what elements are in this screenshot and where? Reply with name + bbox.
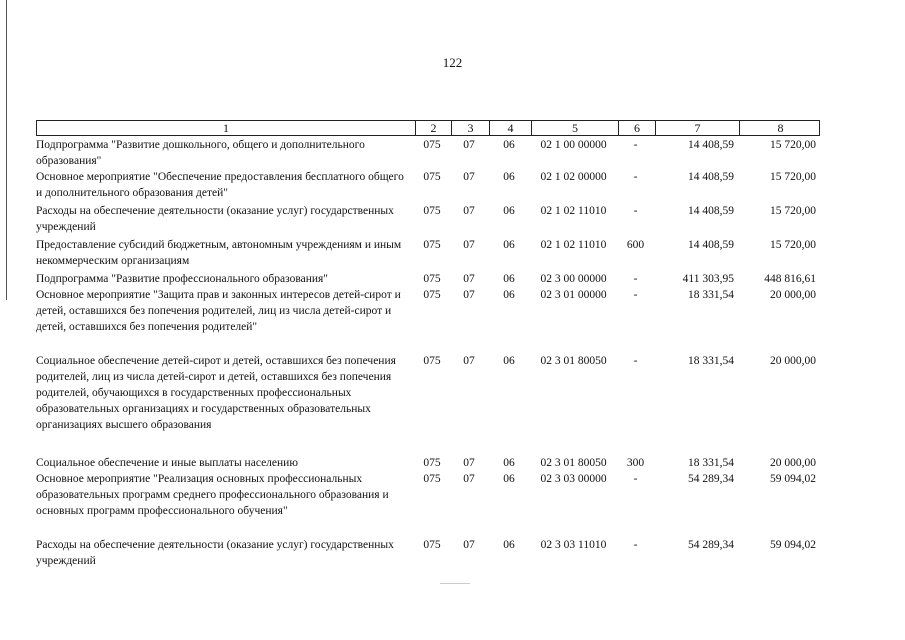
budget-table-body bbox=[36, 137, 820, 571]
row-col-2: 075 bbox=[423, 205, 441, 217]
row-col-6: - bbox=[633, 205, 638, 217]
table-row bbox=[36, 169, 820, 203]
column-header-3: 3 bbox=[451, 121, 489, 135]
row-col-8: 15 720,00 bbox=[770, 205, 816, 217]
row-col-5: 02 3 03 11010 bbox=[540, 539, 607, 551]
column-header-2: 2 bbox=[415, 121, 451, 135]
row-col-3: 07 bbox=[463, 139, 475, 151]
row-name: Социальное обеспечение и иные выплаты населению bbox=[36, 457, 298, 469]
row-col-3: 07 bbox=[463, 205, 475, 217]
row-col-4: 06 bbox=[503, 355, 515, 367]
row-name: Социальное обеспечение детей-сирот и детей, оставшихся без попечения родителей, лиц из числа детей-сирот и детей, оставшихся без попечения родителей, обучающихся в государственных профессиональных образовательных организациях и государственных образовательных организациях высшего образования bbox=[36, 355, 396, 431]
row-col-3: 07 bbox=[463, 289, 475, 301]
row-col-3: 07 bbox=[463, 457, 475, 469]
row-col-8: 15 720,00 bbox=[770, 171, 816, 183]
table-row bbox=[36, 287, 820, 353]
row-col-4: 06 bbox=[503, 289, 515, 301]
row-col-6: 300 bbox=[626, 457, 645, 469]
column-header-7: 7 bbox=[655, 121, 739, 135]
table-row bbox=[36, 537, 820, 571]
table-row bbox=[36, 271, 820, 287]
row-col-2: 075 bbox=[423, 473, 441, 485]
row-col-4: 06 bbox=[503, 457, 515, 469]
row-col-5: 02 3 01 80050 bbox=[540, 355, 607, 367]
row-col-6: - bbox=[633, 139, 638, 151]
table-row bbox=[36, 237, 820, 271]
column-header-5: 5 bbox=[531, 121, 618, 135]
row-col-7: 18 331,54 bbox=[688, 355, 734, 367]
row-col-5: 02 1 00 00000 bbox=[540, 139, 607, 151]
row-col-3: 07 bbox=[463, 539, 475, 551]
row-name: Предоставление субсидий бюджетным, автономным учреждениям и иным некоммерческим организациям bbox=[36, 239, 402, 267]
column-header-8: 8 bbox=[739, 121, 821, 135]
row-col-2: 075 bbox=[423, 171, 441, 183]
row-col-6: - bbox=[633, 355, 638, 367]
row-col-8: 20 000,00 bbox=[770, 289, 816, 301]
page-number: 122 bbox=[442, 55, 463, 70]
row-name: Основное мероприятие "Защита прав и законных интересов детей-сирот и детей, оставшихся без попечения родителей, лиц из числа детей-сирот и детей, оставшихся без попечения родителей" bbox=[36, 289, 401, 333]
table-column-header bbox=[36, 120, 820, 136]
row-col-2: 075 bbox=[423, 355, 441, 367]
row-col-5: 02 3 03 00000 bbox=[540, 473, 607, 485]
row-col-4: 06 bbox=[503, 139, 515, 151]
row-col-8: 448 816,61 bbox=[764, 273, 816, 285]
row-col-6: 600 bbox=[626, 239, 645, 251]
page-margin-line bbox=[6, 0, 7, 300]
column-header-6: 6 bbox=[618, 121, 655, 135]
row-col-4: 06 bbox=[503, 171, 515, 183]
row-name: Основное мероприятие "Обеспечение предоставления бесплатного общего и дополнительного образования детей" bbox=[36, 171, 404, 199]
row-col-6: - bbox=[633, 473, 638, 485]
row-col-5: 02 3 00 00000 bbox=[540, 273, 607, 285]
row-col-4: 06 bbox=[503, 239, 515, 251]
row-col-6: - bbox=[633, 171, 638, 183]
table-row bbox=[36, 353, 820, 455]
row-col-2: 075 bbox=[423, 139, 441, 151]
row-col-7: 411 303,95 bbox=[682, 273, 734, 285]
row-col-7: 14 408,59 bbox=[688, 139, 734, 151]
row-col-5: 02 1 02 11010 bbox=[540, 205, 607, 217]
row-col-8: 20 000,00 bbox=[770, 355, 816, 367]
column-header-4: 4 bbox=[489, 121, 531, 135]
row-col-4: 06 bbox=[503, 539, 515, 551]
row-col-4: 06 bbox=[503, 205, 515, 217]
row-name: Расходы на обеспечение деятельности (оказание услуг) государственных учреждений bbox=[36, 205, 394, 233]
row-col-7: 18 331,54 bbox=[688, 289, 734, 301]
row-col-8: 59 094,02 bbox=[770, 539, 816, 551]
row-col-3: 07 bbox=[463, 355, 475, 367]
row-col-3: 07 bbox=[463, 273, 475, 285]
row-col-7: 14 408,59 bbox=[688, 239, 734, 251]
row-name: Подпрограмма "Развитие профессионального образования" bbox=[36, 273, 329, 285]
row-name: Подпрограмма "Развитие дошкольного, общего и дополнительного образования" bbox=[36, 139, 365, 167]
column-header-1: 1 bbox=[223, 121, 229, 135]
row-col-3: 07 bbox=[463, 239, 475, 251]
table-row bbox=[36, 471, 820, 537]
row-col-4: 06 bbox=[503, 273, 515, 285]
row-col-7: 14 408,59 bbox=[688, 171, 734, 183]
row-col-4: 06 bbox=[503, 473, 515, 485]
row-col-7: 14 408,59 bbox=[688, 205, 734, 217]
row-col-3: 07 bbox=[463, 171, 475, 183]
row-col-2: 075 bbox=[423, 289, 441, 301]
row-col-8: 15 720,00 bbox=[770, 139, 816, 151]
row-col-2: 075 bbox=[423, 457, 441, 469]
row-col-5: 02 3 01 80050 bbox=[540, 457, 607, 469]
row-col-5: 02 1 02 11010 bbox=[540, 239, 607, 251]
row-col-5: 02 3 01 00000 bbox=[540, 289, 607, 301]
row-col-2: 075 bbox=[423, 273, 441, 285]
row-col-3: 07 bbox=[463, 473, 475, 485]
row-col-2: 075 bbox=[423, 239, 441, 251]
row-col-6: - bbox=[633, 539, 638, 551]
row-col-8: 20 000,00 bbox=[770, 457, 816, 469]
row-col-6: - bbox=[633, 289, 638, 301]
row-col-7: 54 289,34 bbox=[688, 539, 734, 551]
table-row bbox=[36, 203, 820, 237]
table-row bbox=[36, 455, 820, 471]
row-col-6: - bbox=[633, 273, 638, 285]
row-name: Основное мероприятие "Реализация основных профессиональных образовательных программ среднего профессионального образования и основных программ профессионального обучения" bbox=[36, 473, 389, 517]
row-col-7: 18 331,54 bbox=[688, 457, 734, 469]
row-name: Расходы на обеспечение деятельности (оказание услуг) государственных учреждений bbox=[36, 539, 394, 567]
row-col-5: 02 1 02 00000 bbox=[540, 171, 607, 183]
row-col-7: 54 289,34 bbox=[688, 473, 734, 485]
row-col-8: 15 720,00 bbox=[770, 239, 816, 251]
scan-artifact bbox=[440, 583, 470, 584]
table-row bbox=[36, 137, 820, 169]
row-col-2: 075 bbox=[423, 539, 441, 551]
row-col-8: 59 094,02 bbox=[770, 473, 816, 485]
